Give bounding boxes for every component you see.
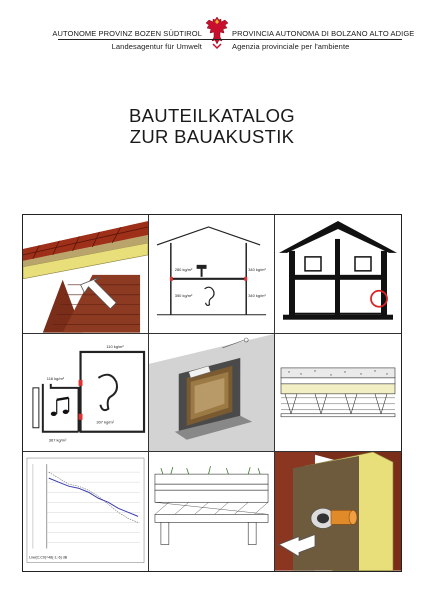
mass-label-2: 116 kg/m² (46, 375, 65, 381)
panel-window-detail (149, 334, 275, 453)
document-title (0, 105, 424, 147)
mass-label-3: 307 kg/m² (96, 419, 115, 425)
title-line-2: ZUR BAUAKUSTIK (129, 126, 295, 147)
panel-floor-plan (23, 334, 149, 453)
mass-label-3: 350 kg/m² (174, 292, 193, 298)
mass-label-4: 340 kg/m² (248, 292, 266, 298)
ear-icon (205, 287, 214, 305)
header-left-sub: Landesagentur für Umwelt (111, 42, 202, 51)
panel-ceiling-transmission (149, 215, 275, 334)
panel-roof-section (23, 215, 149, 334)
image-grid (22, 214, 402, 572)
header (0, 0, 424, 60)
music-notes-icon (51, 397, 69, 415)
panel-house-section (275, 215, 401, 334)
panel-measurement-chart (23, 452, 149, 571)
title-line-1: BAUTEILKATALOG (129, 105, 295, 126)
hammer-icon (197, 265, 207, 277)
header-rule (58, 39, 402, 40)
mass-label-1: 280 kg/m² (174, 266, 193, 272)
mass-label-1: 110 kg/m² (106, 343, 124, 349)
mass-label-4: 367 kg/m² (48, 437, 67, 443)
header-right-main: PROVINCIA AUTONOMA DI BOLZANO ALTO ADIGE (232, 29, 415, 38)
header-right-sub: Agenzia provinciale per l'ambiente (232, 42, 350, 51)
eagle-logo (204, 14, 230, 50)
panel-pipe-penetration (275, 452, 401, 571)
chart-formula: Lnw(C;Ctr)=48(-1;-6) dB (28, 555, 68, 560)
panel-floor-section (275, 334, 401, 453)
panel-green-roof-section (149, 452, 275, 571)
header-left-main: AUTONOME PROVINZ BOZEN SÜDTIROL (52, 29, 202, 38)
ear-icon (98, 374, 117, 409)
mass-label-2: 340 kg/m² (248, 266, 266, 272)
